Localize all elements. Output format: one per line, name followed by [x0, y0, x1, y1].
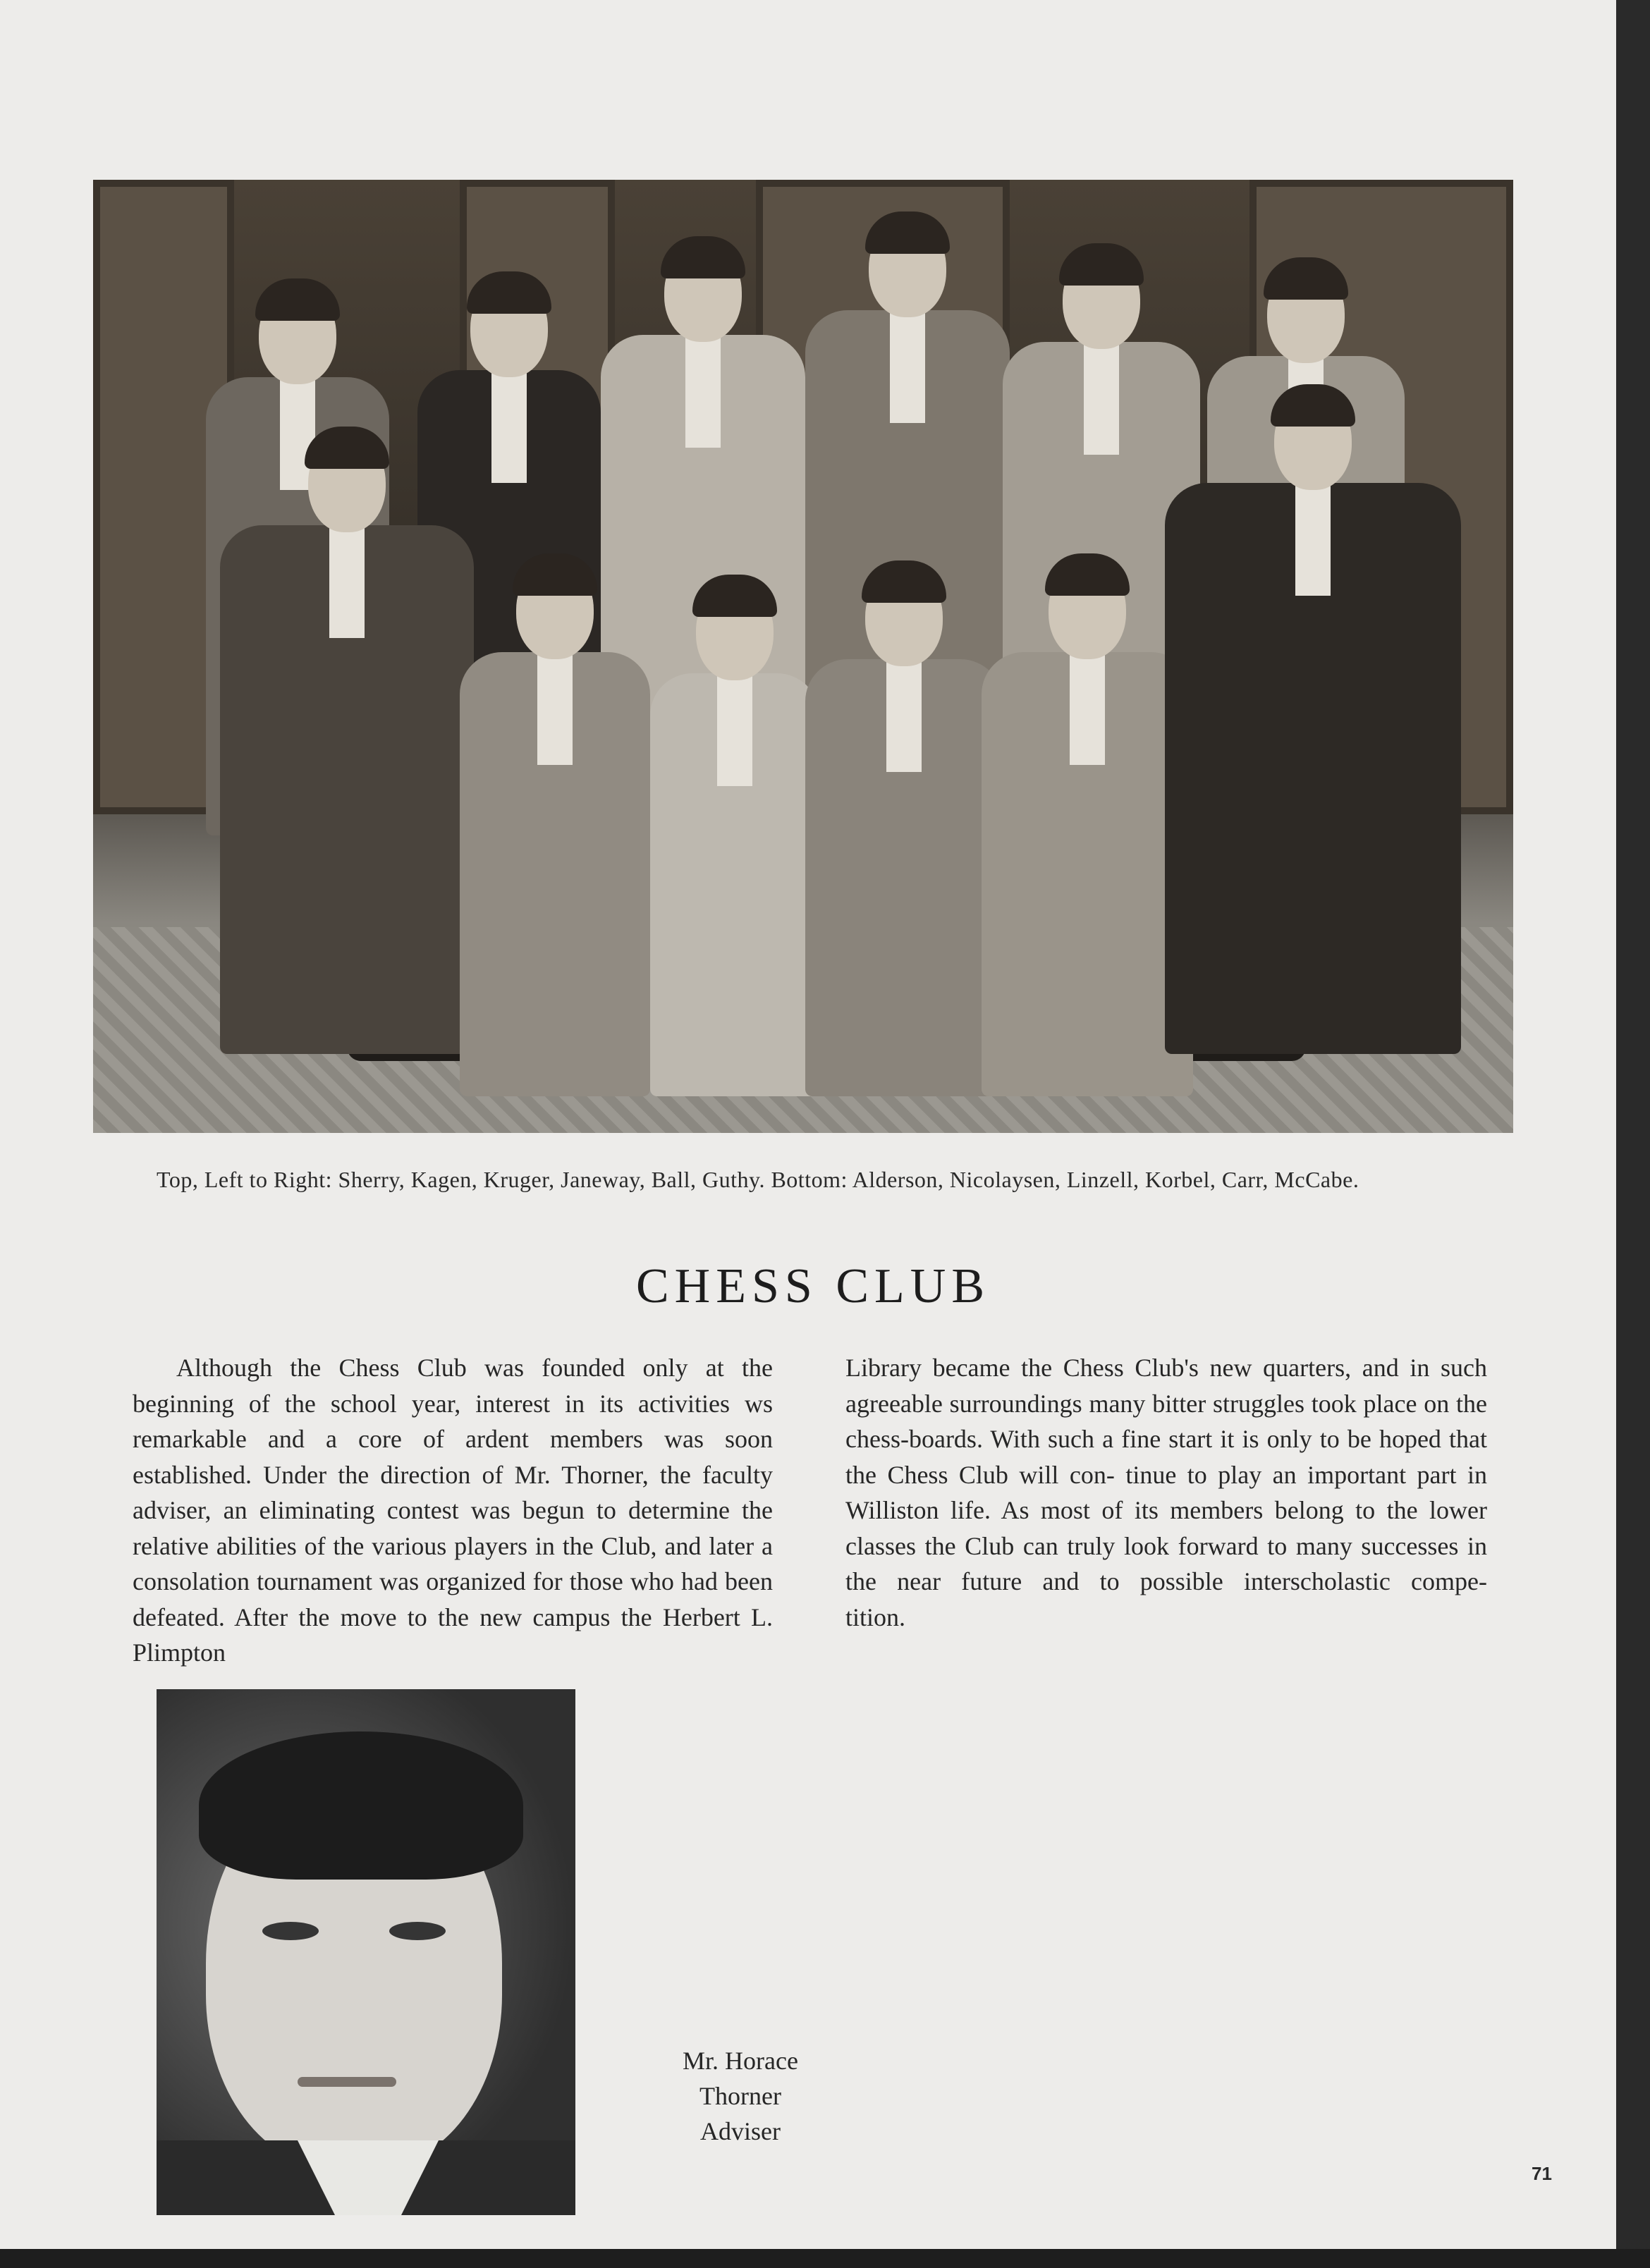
text-line: in the Club, and later a consolation tournament was — [133, 1531, 773, 1595]
photo-caption: Top, Left to Right: Sherry, Kagen, Kruger, Janeway, Ball, Guthy. Bottom: Alderson, Nicolaysen, Linzell, Korbel, Carr, McCabe. — [157, 1167, 1359, 1192]
page-title: CHESS CLUB — [635, 1259, 991, 1313]
adviser-name-line-1: Mr. Horace — [683, 2047, 798, 2075]
adviser-caption — [649, 2043, 832, 2149]
text-line: tition. — [845, 1602, 906, 1631]
text-line: near future and to possible interscholastic compe- — [897, 1567, 1488, 1595]
body-column-left — [133, 1350, 773, 1671]
member-figure — [805, 568, 1003, 1096]
text-line: most of its members belong to the lower classes the — [845, 1496, 1487, 1560]
body-paragraph-end — [845, 1600, 1487, 1636]
adviser-portrait-photo — [157, 1689, 575, 2215]
text-line: organized for those who had been defeated. After the — [133, 1567, 773, 1631]
text-line: Library became the Chess Club's new quarters, and in — [845, 1354, 1430, 1382]
adviser-role: Adviser — [700, 2117, 781, 2145]
text-line: determine the relative abilities of the various players — [133, 1496, 773, 1560]
body-paragraph — [133, 1350, 773, 1671]
scan-border — [0, 2249, 1650, 2268]
text-line: move to the new campus the Herbert L. Plimpton — [133, 1602, 774, 1667]
member-figure — [650, 582, 819, 1096]
text-line: it is only to be hoped that the Chess Club will con- — [845, 1425, 1488, 1489]
scan-border — [1616, 0, 1650, 2268]
text-line: Club can truly look forward to many successes in the — [845, 1531, 1488, 1595]
text-line: established. Under the direction of Mr. Thorner, the — [133, 1460, 691, 1489]
page-number: 71 — [1532, 2163, 1552, 2184]
adviser-name-line-2: Thorner — [699, 2082, 781, 2110]
body-paragraph — [845, 1350, 1487, 1600]
text-line: beginning of the school year, interest in its activities — [133, 1389, 731, 1418]
member-figure — [460, 560, 650, 1096]
text-line: tinue to play an important part in Williston life. As — [845, 1460, 1487, 1524]
chess-club-group-photo — [93, 180, 1513, 1133]
text-line: such agreeable surroundings many bitter struggles — [845, 1354, 1488, 1418]
member-figure — [982, 560, 1193, 1096]
text-line: took place on the chess-boards. With such a fine start — [845, 1389, 1487, 1453]
body-column-right — [845, 1350, 1487, 1635]
text-line: Although the Chess Club was founded only at the — [176, 1354, 773, 1382]
member-figure — [220, 434, 474, 1054]
member-figure — [1165, 391, 1461, 1054]
text-line: ws remarkable and a core of ardent members was soon — [133, 1389, 774, 1453]
text-line: faculty adviser, an eliminating contest was begun to — [133, 1460, 773, 1524]
